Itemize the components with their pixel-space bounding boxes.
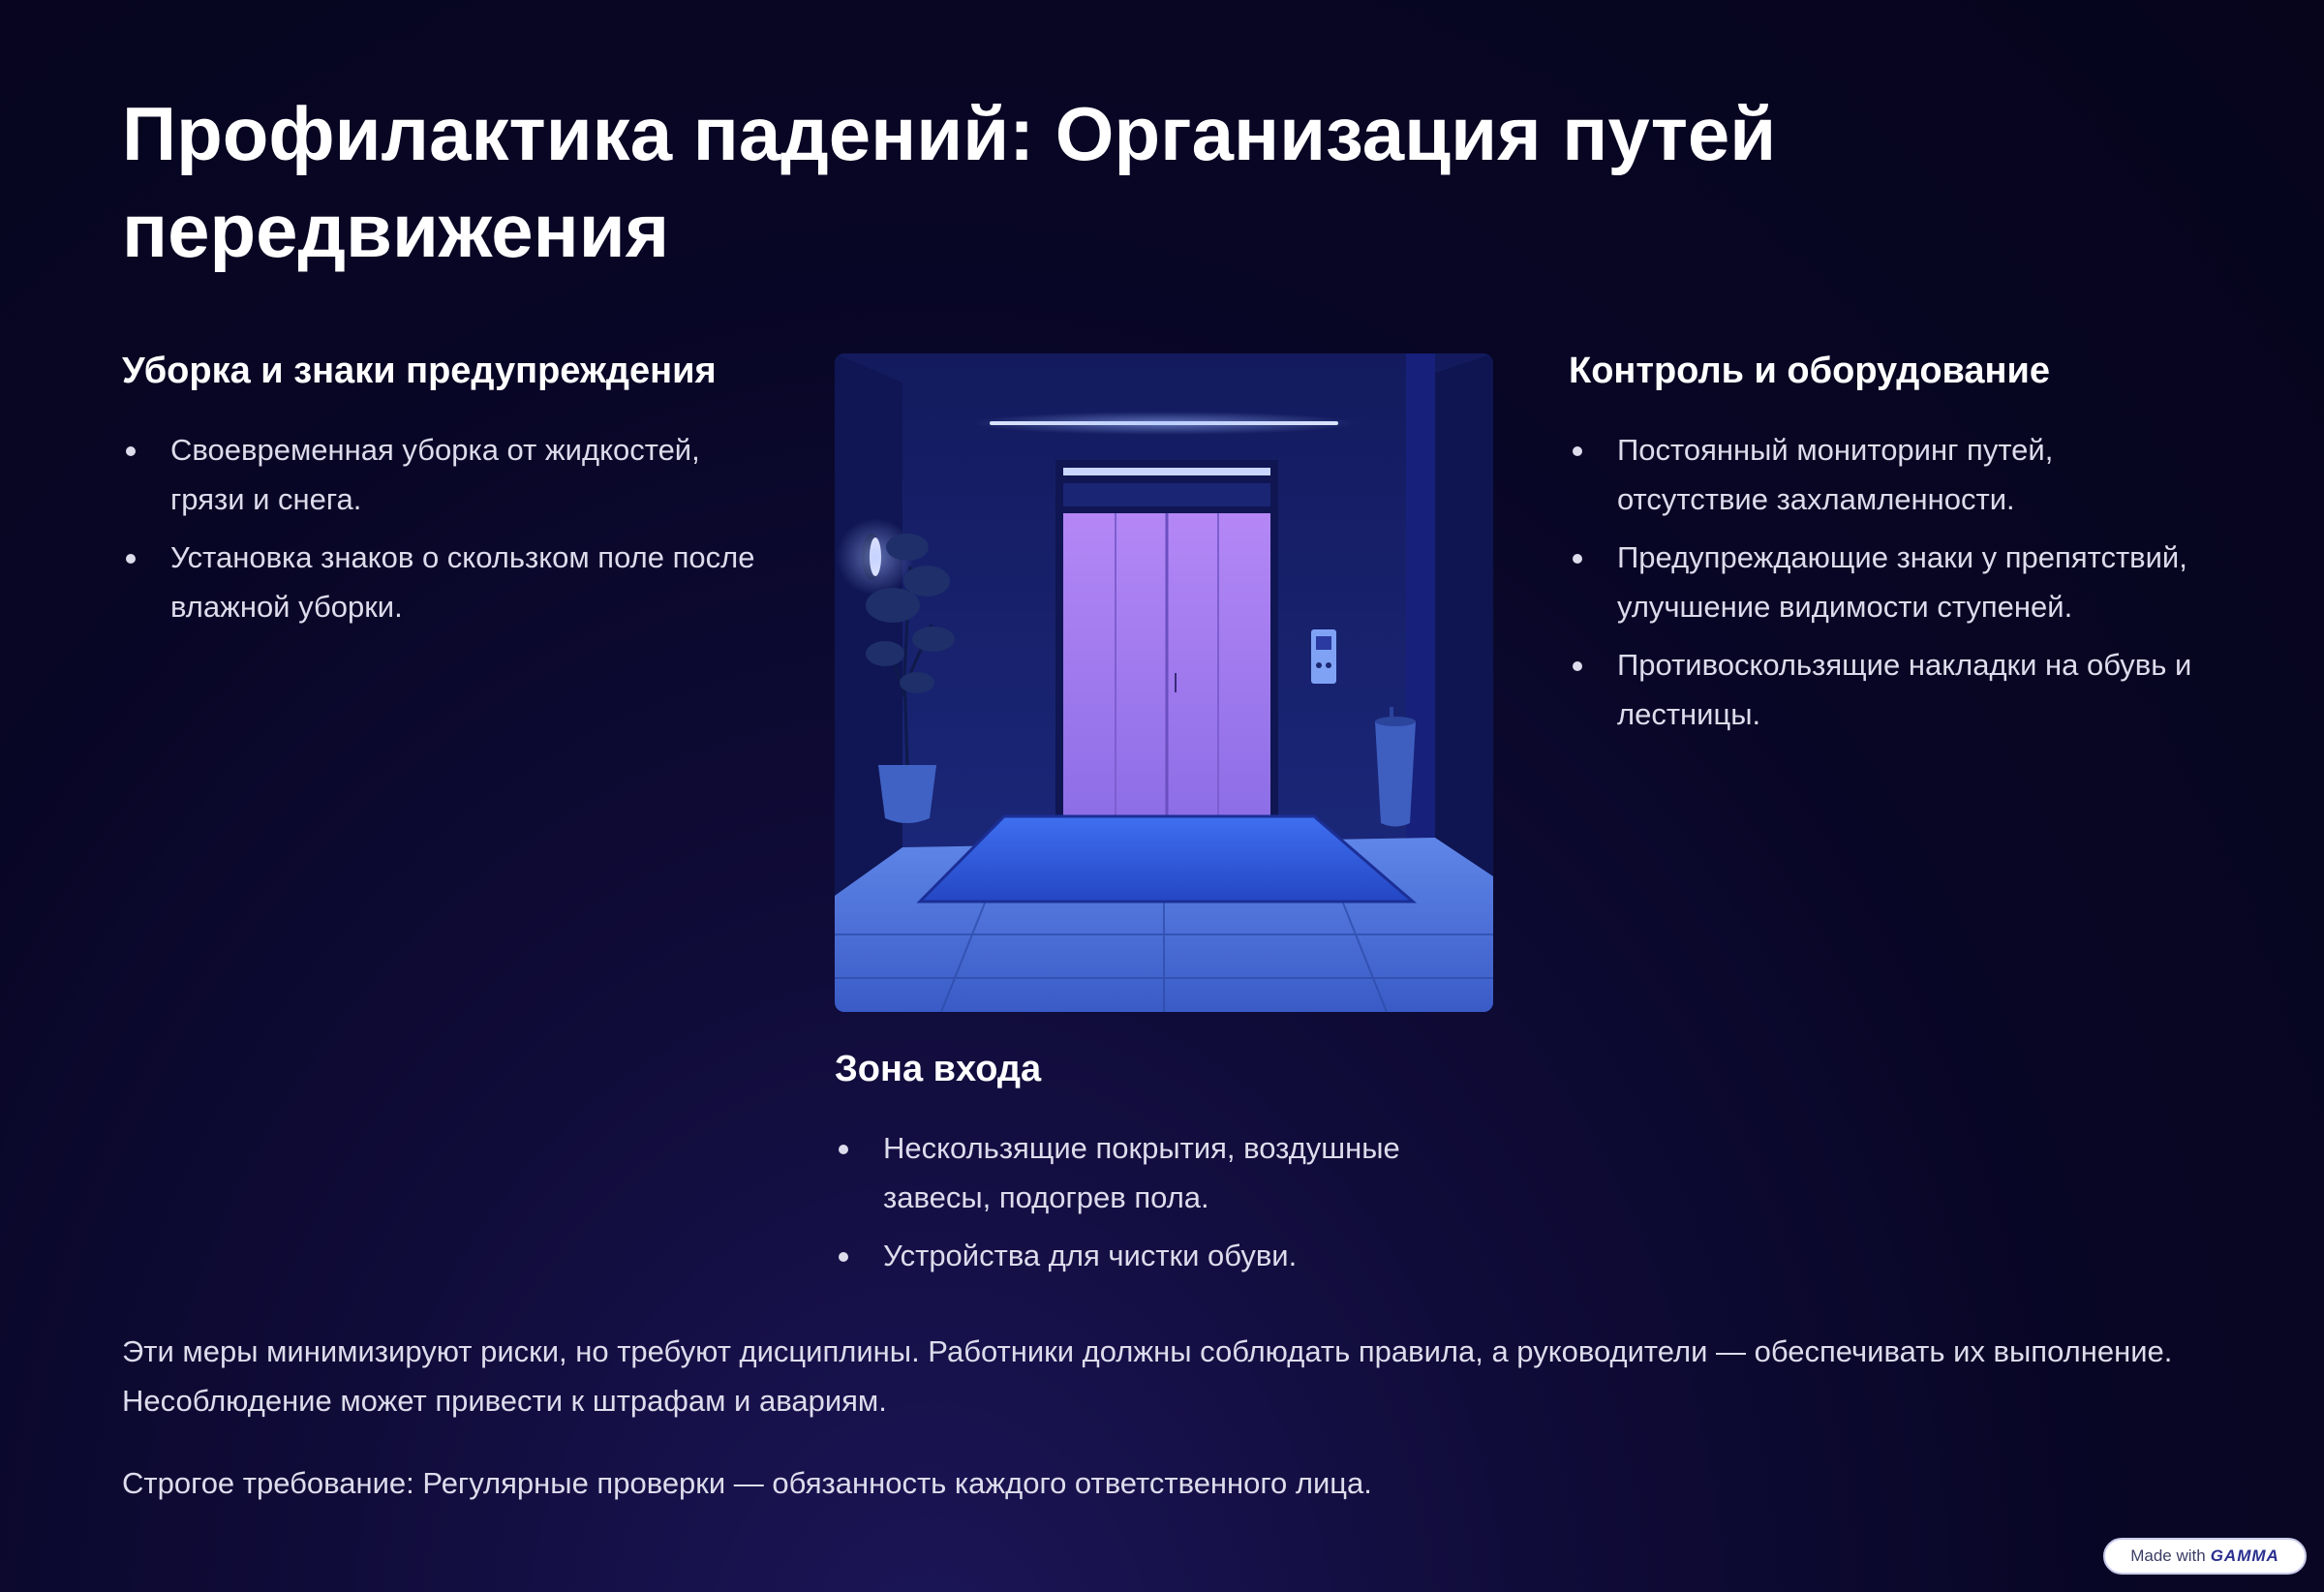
elevator-entrance-image xyxy=(835,353,1493,1012)
made-with-gamma-badge[interactable] xyxy=(2103,1538,2307,1575)
gamma-logo: GAMMA xyxy=(2210,1546,2279,1565)
badge-prefix: Made with xyxy=(2130,1546,2206,1565)
section-cleaning-signs xyxy=(122,346,780,640)
section-control-equipment xyxy=(1569,346,2208,748)
bullet-list-entrance xyxy=(835,1123,1493,1280)
list-item: Нескользящие покрытия, воздушные завесы, подогрев пола. xyxy=(835,1123,1493,1222)
requirement-paragraph: Строгое требование: Регулярные проверки — обязанность каждого ответственного лица. xyxy=(122,1466,1372,1500)
section-entrance-zone xyxy=(835,1044,1493,1289)
bullet-list-cleaning xyxy=(122,425,780,631)
section-heading-cleaning: Уборка и знаки предупреждения xyxy=(122,351,717,391)
list-item: Предупреждающие знаки у препятствий, улучшение видимости ступеней. xyxy=(1569,533,2208,631)
list-item: Своевременная уборка от жидкостей, грязи и снега. xyxy=(122,425,780,524)
section-heading-control: Контроль и оборудование xyxy=(1569,351,2050,391)
list-item: Противоскользящие накладки на обувь и лестницы. xyxy=(1569,640,2208,739)
list-item: Установка знаков о скользком поле после влажной уборки. xyxy=(122,533,780,631)
bullet-list-control xyxy=(1569,425,2208,739)
summary-paragraph: Эти меры минимизируют риски, но требуют дисциплины. Работники должны соблюдать правила, а руководители — обеспечивать их выполнение. Несоблюдение может привести к штрафам и авариям. xyxy=(122,1334,2173,1418)
list-item: Устройства для чистки обуви. xyxy=(835,1231,1493,1280)
list-item: Постоянный мониторинг путей, отсутствие захламленности. xyxy=(1569,425,2208,524)
section-heading-entrance: Зона входа xyxy=(835,1049,1042,1089)
page-title: Профилактика падений: Организация путей передвижения xyxy=(122,91,1777,273)
